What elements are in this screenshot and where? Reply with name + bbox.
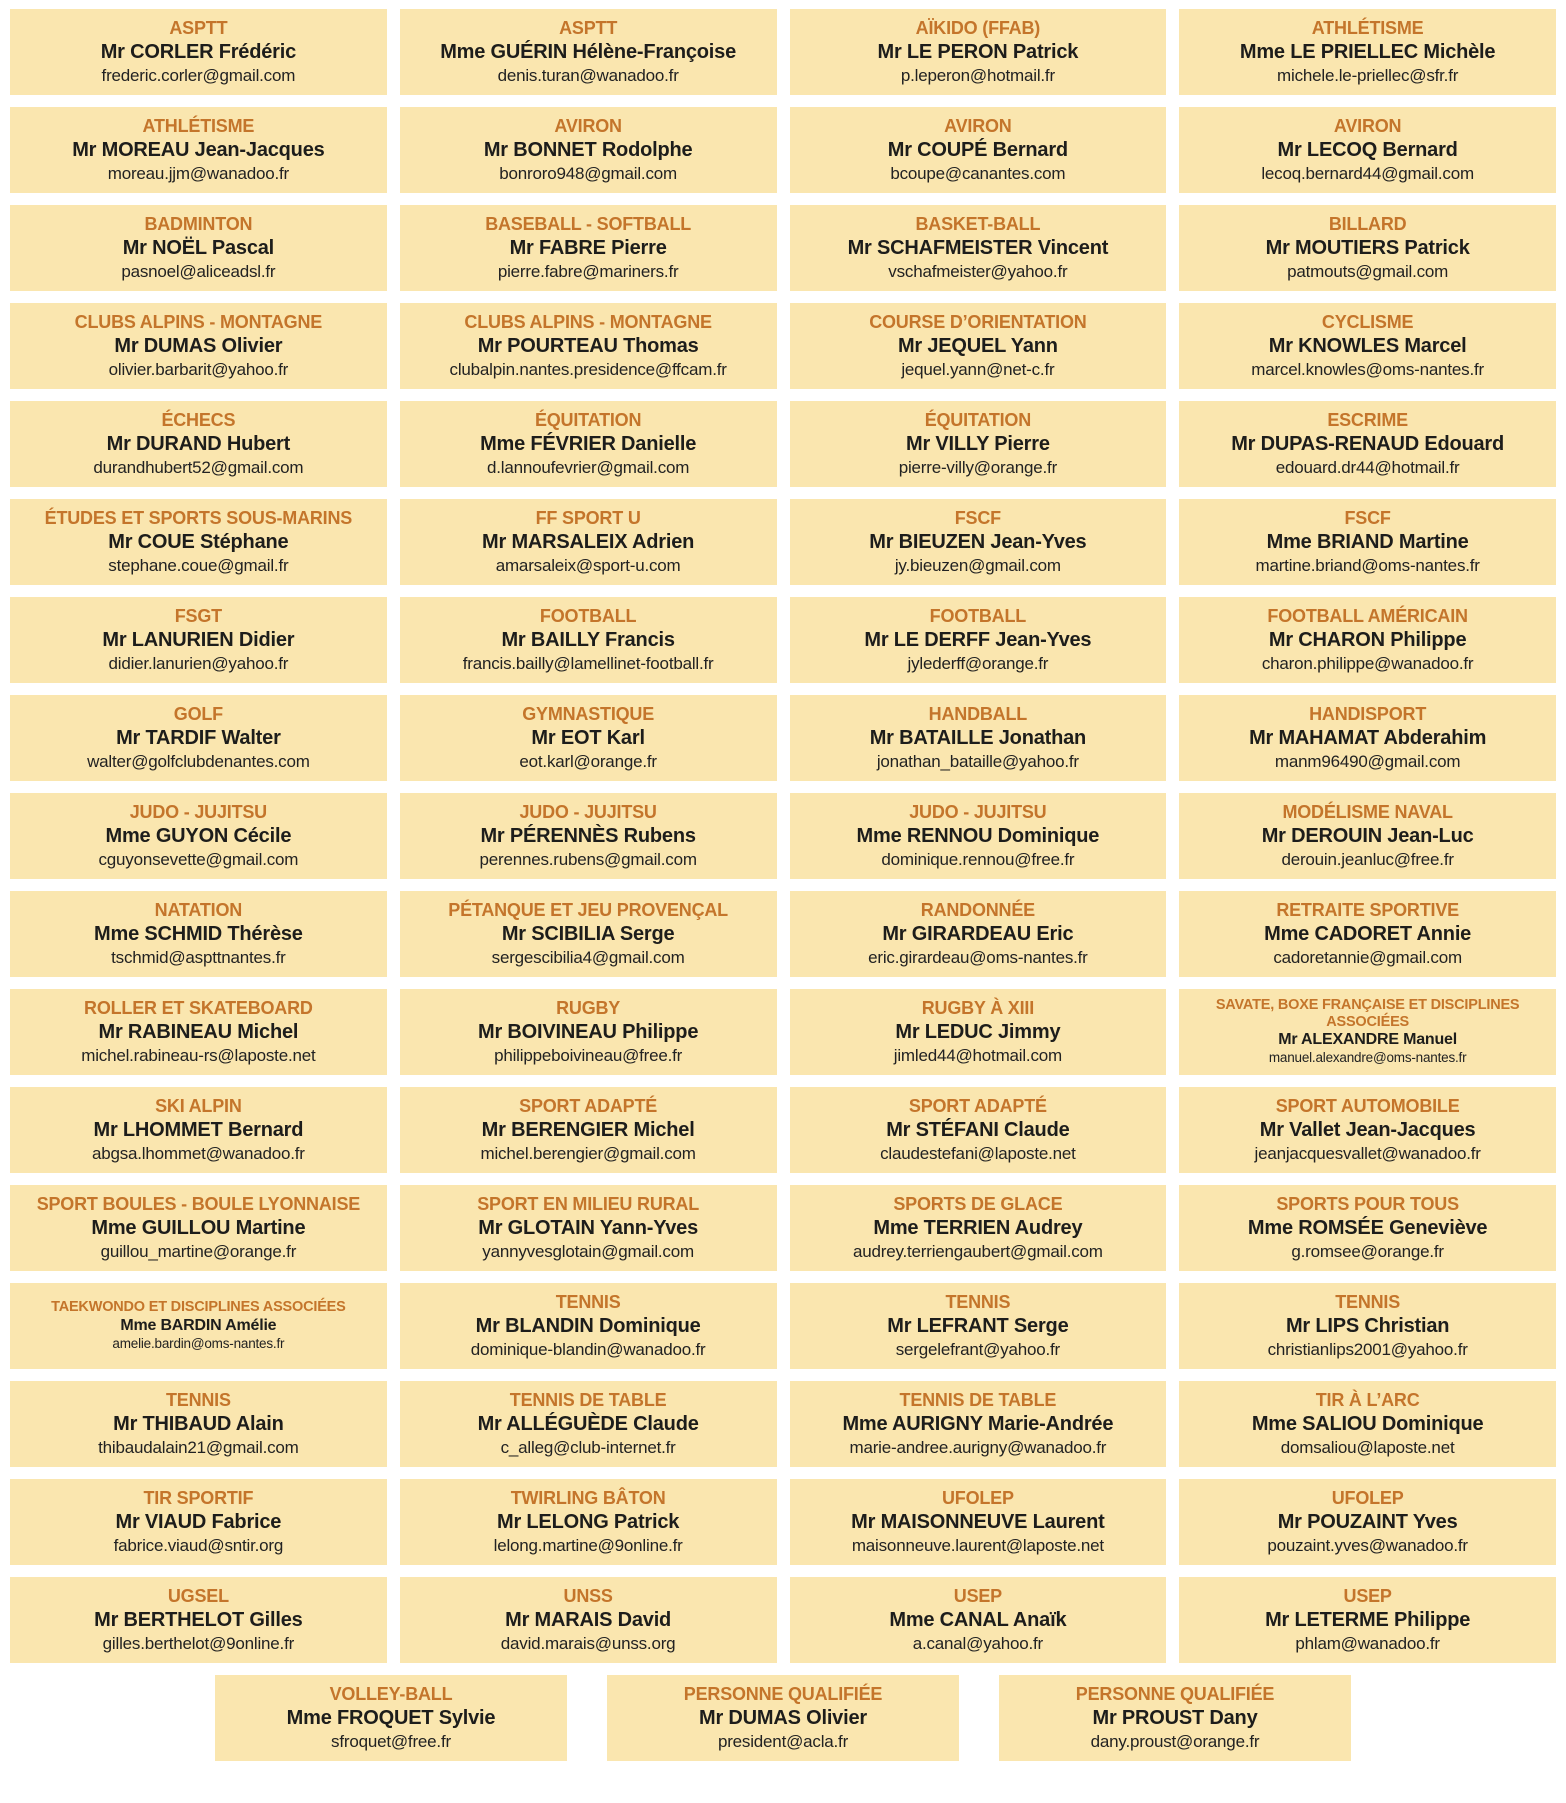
contact-name: Mr NOËL Pascal (122, 236, 275, 259)
contact-card (1179, 1381, 1556, 1467)
contact-card (1179, 205, 1556, 291)
contact-card (400, 1087, 777, 1173)
sport-title: RETRAITE SPORTIVE (1276, 900, 1459, 921)
contact-name: Mr DUMAS Olivier (114, 334, 283, 357)
contact-card (1179, 1283, 1556, 1369)
contact-card (1179, 9, 1556, 95)
contact-name: Mr EOT Karl (531, 726, 645, 749)
sport-title: RANDONNÉE (920, 900, 1035, 921)
contact-card (1179, 597, 1556, 683)
contact-email: christianlips2001@yahoo.fr (1267, 1339, 1468, 1359)
contact-name: Mr Vallet Jean-Jacques (1259, 1118, 1476, 1141)
contact-name: Mr JEQUEL Yann (897, 334, 1058, 357)
sport-title: SPORT EN MILIEU RURAL (477, 1194, 700, 1215)
contact-name: Mr LEDUC Jimmy (895, 1020, 1061, 1043)
contact-name: Mr KNOWLES Marcel (1268, 334, 1467, 357)
contact-name: Mr THIBAUD Alain (113, 1412, 284, 1435)
contact-name: Mr DUMAS Olivier (699, 1706, 867, 1729)
contact-email: amelie.bardin@oms-nantes.fr (112, 1335, 285, 1351)
contact-email: denis.turan@wanadoo.fr (497, 65, 679, 85)
contact-email: yannyvesglotain@gmail.com (482, 1241, 694, 1261)
sport-title: AVIRON (944, 116, 1012, 137)
contact-email: didier.lanurien@yahoo.fr (108, 653, 289, 673)
contact-email: edouard.dr44@hotmail.fr (1275, 457, 1460, 477)
contact-email: david.marais@unss.org (500, 1633, 676, 1653)
sport-title: TIR À L’ARC (1315, 1390, 1420, 1411)
contact-name: Mr LHOMMET Bernard (93, 1118, 304, 1141)
contact-name: Mr MARSALEIX Adrien (482, 530, 695, 553)
contact-name: Mr POURTEAU Thomas (477, 334, 699, 357)
contact-email: marie-andree.aurigny@wanadoo.fr (849, 1437, 1107, 1457)
contact-email: guillou_martine@orange.fr (100, 1241, 297, 1261)
contact-card (790, 1087, 1167, 1173)
contact-name: Mr SCIBILIA Serge (501, 922, 675, 945)
contact-email: lecoq.bernard44@gmail.com (1261, 163, 1474, 183)
sport-title: BILLARD (1328, 214, 1407, 235)
contact-card (400, 1577, 777, 1663)
contact-email: jequel.yann@net-c.fr (901, 359, 1055, 379)
sport-title: ÉCHECS (161, 410, 236, 431)
contact-card (790, 107, 1167, 193)
contact-card (1179, 1185, 1556, 1271)
sport-title: ÉQUITATION (924, 410, 1032, 431)
contact-email: eot.karl@orange.fr (519, 751, 657, 771)
contact-name: Mr COUPÉ Bernard (887, 138, 1068, 161)
contact-name: Mr CORLER Frédéric (100, 40, 297, 63)
contact-email: michel.rabineau-rs@laposte.net (81, 1045, 316, 1065)
contact-card (790, 1381, 1167, 1467)
contact-card (400, 1185, 777, 1271)
contact-card (1179, 107, 1556, 193)
sport-title: TIR SPORTIF (143, 1488, 254, 1509)
contact-name: Mr LANURIEN Didier (102, 628, 295, 651)
contact-card (1179, 401, 1556, 487)
contact-email: charon.philippe@wanadoo.fr (1261, 653, 1474, 673)
contact-name: Mr BERTHELOT Gilles (94, 1608, 303, 1631)
contact-card (790, 205, 1167, 291)
sport-title: FF SPORT U (535, 508, 641, 529)
contact-name: Mr LEFRANT Serge (887, 1314, 1069, 1337)
contact-email: dominique-blandin@wanadoo.fr (470, 1339, 706, 1359)
contact-card (607, 1675, 959, 1761)
sport-title: SPORT ADAPTÉ (519, 1096, 658, 1117)
contact-email: jy.bieuzen@gmail.com (894, 555, 1061, 575)
contact-email: francis.bailly@lamellinet-football.fr (462, 653, 714, 673)
contact-name: Mr BIEUZEN Jean-Yves (869, 530, 1087, 553)
contact-card (10, 1283, 387, 1369)
contact-card (1179, 891, 1556, 977)
contact-name: Mr CHARON Philippe (1268, 628, 1467, 651)
contact-name: Mme BARDIN Amélie (120, 1316, 277, 1334)
contact-name: Mr PROUST Dany (1092, 1706, 1258, 1729)
contact-email: sergescibilia4@gmail.com (491, 947, 685, 967)
contact-email: d.lannoufevrier@gmail.com (487, 457, 690, 477)
sport-title: TAEKWONDO ET DISCIPLINES ASSOCIÉES (51, 1299, 346, 1316)
contact-card (10, 793, 387, 879)
sport-title: USEP (1343, 1586, 1392, 1607)
contact-email: walter@golfclubdenantes.com (87, 751, 310, 771)
contact-name: Mr DURAND Hubert (106, 432, 291, 455)
contact-email: g.romsee@orange.fr (1291, 1241, 1444, 1261)
contact-name: Mme SALIOU Dominique (1251, 1412, 1484, 1435)
sport-title: ÉTUDES ET SPORTS SOUS-MARINS (44, 508, 353, 529)
sport-title: JUDO - JUJITSU (519, 802, 657, 823)
contact-card (1179, 1577, 1556, 1663)
sport-title: BADMINTON (144, 214, 253, 235)
contact-name: Mr BOIVINEAU Philippe (477, 1020, 699, 1043)
contact-email: vschafmeister@yahoo.fr (888, 261, 1068, 281)
contact-card (10, 499, 387, 585)
sport-title: FOOTBALL (929, 606, 1027, 627)
contact-email: sergelefrant@yahoo.fr (895, 1339, 1060, 1359)
contact-card (10, 695, 387, 781)
sport-title: ASPTT (169, 18, 228, 39)
contact-card (400, 1479, 777, 1565)
contact-name: Mr RABINEAU Michel (98, 1020, 299, 1043)
contact-card (790, 597, 1167, 683)
contact-email: perennes.rubens@gmail.com (479, 849, 697, 869)
contact-email: frederic.corler@gmail.com (101, 65, 296, 85)
contact-name: Mme CANAL Anaïk (889, 1608, 1067, 1631)
contact-card (790, 793, 1167, 879)
sport-title: TENNIS (555, 1292, 621, 1313)
sport-title: COURSE D’ORIENTATION (869, 312, 1087, 333)
contact-card (1179, 303, 1556, 389)
sport-title: ESCRIME (1327, 410, 1408, 431)
contact-email: michel.berengier@gmail.com (480, 1143, 696, 1163)
contact-name: Mr LETERME Philippe (1265, 1608, 1471, 1631)
sport-title: ÉQUITATION (534, 410, 642, 431)
contact-name: Mr ALEXANDRE Manuel (1278, 1031, 1457, 1049)
contact-email: amarsaleix@sport-u.com (495, 555, 681, 575)
contact-email: patmouts@gmail.com (1287, 261, 1449, 281)
contact-email: moreau.jjm@wanadoo.fr (107, 163, 289, 183)
contact-card (400, 695, 777, 781)
contact-name: Mr BERENGIER Michel (481, 1118, 695, 1141)
contact-name: Mr COUE Stéphane (108, 530, 289, 553)
contact-name: Mme TERRIEN Audrey (873, 1216, 1083, 1239)
contact-email: jonathan_bataille@yahoo.fr (876, 751, 1079, 771)
contact-card (10, 401, 387, 487)
sport-title: SPORTS DE GLACE (893, 1194, 1063, 1215)
contact-email: manuel.alexandre@oms-nantes.fr (1268, 1050, 1467, 1066)
contact-card (10, 597, 387, 683)
sport-title: JUDO - JUJITSU (909, 802, 1047, 823)
sport-title: SAVATE, BOXE FRANÇAISE ET DISCIPLINES ASSOCIÉES (1215, 996, 1520, 1030)
contact-card (1179, 499, 1556, 585)
sport-title: SPORT BOULES - BOULE LYONNAISE (36, 1194, 361, 1215)
sport-title: FOOTBALL (539, 606, 637, 627)
sport-title: TENNIS (1335, 1292, 1401, 1313)
contact-card (1179, 793, 1556, 879)
sport-title: FOOTBALL AMÉRICAIN (1267, 606, 1468, 627)
contact-card (400, 107, 777, 193)
contact-email: cguyonsevette@gmail.com (98, 849, 299, 869)
sport-title: CLUBS ALPINS - MONTAGNE (74, 312, 323, 333)
sport-title: FSGT (174, 606, 222, 627)
contact-email: gilles.berthelot@9online.fr (102, 1633, 295, 1653)
contact-email: clubalpin.nantes.presidence@ffcam.fr (449, 359, 727, 379)
sport-title: UFOLEP (1331, 1488, 1404, 1509)
contact-name: Mme ROMSÉE Geneviève (1247, 1216, 1488, 1239)
sport-title: BASKET-BALL (915, 214, 1041, 235)
contact-name: Mme LE PRIELLEC Michèle (1239, 40, 1496, 63)
sport-title: CLUBS ALPINS - MONTAGNE (464, 312, 712, 333)
sport-title: PERSONNE QUALIFIÉE (683, 1684, 883, 1705)
contact-email: dominique.rennou@free.fr (881, 849, 1075, 869)
sport-title: SPORTS POUR TOUS (1276, 1194, 1459, 1215)
contact-email: pierre.fabre@mariners.fr (497, 261, 679, 281)
sport-title: UNSS (563, 1586, 613, 1607)
contact-email: philippeboivineau@free.fr (494, 1045, 683, 1065)
contact-card (215, 1675, 567, 1761)
sport-title: TENNIS (945, 1292, 1011, 1313)
sport-title: JUDO - JUJITSU (129, 802, 267, 823)
contact-name: Mme RENNOU Dominique (856, 824, 1100, 847)
sport-title: RUGBY (556, 998, 621, 1019)
sport-title: BASEBALL - SOFTBALL (485, 214, 692, 235)
contact-email: jylederff@orange.fr (907, 653, 1049, 673)
contact-name: Mr MOREAU Jean-Jacques (72, 138, 325, 161)
contact-card (790, 499, 1167, 585)
directory-grid (10, 9, 1556, 1663)
contact-card (790, 1283, 1167, 1369)
sport-title: MODÉLISME NAVAL (1282, 802, 1453, 823)
contact-email: martine.briand@oms-nantes.fr (1255, 555, 1480, 575)
sport-title: AVIRON (1333, 116, 1402, 137)
contact-name: Mr LECOQ Bernard (1277, 138, 1458, 161)
contact-email: marcel.knowles@oms-nantes.fr (1251, 359, 1484, 379)
sport-title: CYCLISME (1321, 312, 1414, 333)
contact-card (400, 891, 777, 977)
contact-name: Mr MAISONNEUVE Laurent (851, 1510, 1105, 1533)
contact-name: Mr FABRE Pierre (509, 236, 667, 259)
contact-email: bonroro948@gmail.com (499, 163, 677, 183)
contact-email: tschmid@aspttnantes.fr (111, 947, 286, 967)
contact-email: pierre-villy@orange.fr (898, 457, 1058, 477)
sport-title: NATATION (154, 900, 243, 921)
contact-name: Mr BLANDIN Dominique (475, 1314, 701, 1337)
contact-card (400, 597, 777, 683)
contact-card (10, 1381, 387, 1467)
contact-email: eric.girardeau@oms-nantes.fr (868, 947, 1088, 967)
contact-card (1179, 1087, 1556, 1173)
contact-name: Mr BAILLY Francis (501, 628, 675, 651)
contact-name: Mme GUILLOU Martine (91, 1216, 306, 1239)
contact-card (400, 499, 777, 585)
contact-card (400, 9, 777, 95)
sport-title: GOLF (173, 704, 223, 725)
contact-card (790, 891, 1167, 977)
contact-card (10, 303, 387, 389)
contact-email: audrey.terriengaubert@gmail.com (852, 1241, 1103, 1261)
contact-email: fabrice.viaud@sntir.org (113, 1535, 284, 1555)
contact-email: cadoretannie@gmail.com (1273, 947, 1462, 967)
sport-title: ATHLÉTISME (1311, 18, 1424, 39)
contact-email: sfroquet@free.fr (331, 1731, 451, 1751)
contact-name: Mr ALLÉGUÈDE Claude (477, 1412, 699, 1435)
contact-name: Mr BATAILLE Jonathan (869, 726, 1087, 749)
contact-email: domsaliou@laposte.net (1280, 1437, 1455, 1457)
contact-card (10, 1185, 387, 1271)
contact-card (790, 695, 1167, 781)
sport-title: AÏKIDO (FFAB) (915, 18, 1041, 39)
contact-card (790, 303, 1167, 389)
contact-name: Mme FÉVRIER Danielle (480, 432, 697, 455)
sport-title: SKI ALPIN (155, 1096, 242, 1117)
contact-email: c_alleg@club-internet.fr (500, 1437, 676, 1457)
sport-title: HANDISPORT (1309, 704, 1427, 725)
contact-name: Mme GUYON Cécile (105, 824, 292, 847)
contact-card (790, 989, 1167, 1075)
contact-email: bcoupe@canantes.com (890, 163, 1066, 183)
sport-title: ASPTT (559, 18, 618, 39)
sport-title: FSCF (1344, 508, 1391, 529)
sport-title: UGSEL (167, 1586, 229, 1607)
contact-email: maisonneuve.laurent@laposte.net (851, 1535, 1104, 1555)
sport-title: RUGBY À XIII (921, 998, 1035, 1019)
contact-name: Mr MAHAMAT Abderahim (1249, 726, 1487, 749)
sport-title: TENNIS DE TABLE (509, 1390, 667, 1411)
contact-card (400, 989, 777, 1075)
contact-card (10, 205, 387, 291)
contact-name: Mr DEROUIN Jean-Luc (1261, 824, 1474, 847)
contact-card (790, 1479, 1167, 1565)
contact-card (400, 303, 777, 389)
contact-name: Mr SCHAFMEISTER Vincent (847, 236, 1109, 259)
sport-title: GYMNASTIQUE (522, 704, 655, 725)
contact-email: p.leperon@hotmail.fr (900, 65, 1055, 85)
contact-card (400, 401, 777, 487)
contact-name: Mr MOUTIERS Patrick (1265, 236, 1470, 259)
contact-name: Mme GUÉRIN Hélène-Françoise (440, 40, 737, 63)
sport-title: SPORT AUTOMOBILE (1275, 1096, 1460, 1117)
contact-name: Mr LIPS Christian (1285, 1314, 1450, 1337)
contact-email: pouzaint.yves@wanadoo.fr (1267, 1535, 1468, 1555)
contact-email: durandhubert52@gmail.com (93, 457, 304, 477)
contact-name: Mr VIAUD Fabrice (115, 1510, 282, 1533)
contact-card (10, 1087, 387, 1173)
sport-title: TENNIS DE TABLE (899, 1390, 1057, 1411)
contact-name: Mr TARDIF Walter (116, 726, 281, 749)
contact-name: Mr MARAIS David (505, 1608, 672, 1631)
contact-name: Mr PÉRENNÈS Rubens (480, 824, 696, 847)
contact-name: Mr STÉFANI Claude (886, 1118, 1070, 1141)
contact-email: phlam@wanadoo.fr (1295, 1633, 1440, 1653)
directory-bottom-row (10, 1675, 1556, 1761)
contact-name: Mr DUPAS-RENAUD Edouard (1231, 432, 1505, 455)
contact-email: manm96490@gmail.com (1274, 751, 1461, 771)
contact-email: dany.proust@orange.fr (1090, 1731, 1260, 1751)
contact-card (10, 989, 387, 1075)
contact-card (10, 107, 387, 193)
contact-name: Mme SCHMID Thérèse (94, 922, 303, 945)
contact-card (10, 891, 387, 977)
contact-name: Mme FROQUET Sylvie (286, 1706, 496, 1729)
sport-title: AVIRON (554, 116, 622, 137)
contact-name: Mr POUZAINT Yves (1277, 1510, 1458, 1533)
contact-email: jeanjacquesvallet@wanadoo.fr (1254, 1143, 1481, 1163)
contact-name: Mr BONNET Rodolphe (483, 138, 693, 161)
contact-email: president@acla.fr (717, 1731, 849, 1751)
contact-email: stephane.coue@gmail.fr (108, 555, 289, 575)
sport-title: ATHLÉTISME (142, 116, 255, 137)
contact-name: Mr GLOTAIN Yann-Yves (478, 1216, 698, 1239)
contact-card (10, 1479, 387, 1565)
contact-card (10, 1577, 387, 1663)
contact-card (790, 1185, 1167, 1271)
contact-email: thibaudalain21@gmail.com (98, 1437, 299, 1457)
contact-name: Mme BRIAND Martine (1266, 530, 1469, 553)
contact-card (10, 9, 387, 95)
contact-card (400, 793, 777, 879)
contact-email: michele.le-priellec@sfr.fr (1277, 65, 1459, 85)
contact-email: derouin.jeanluc@free.fr (1281, 849, 1454, 869)
contact-name: Mme AURIGNY Marie-Andrée (842, 1412, 1114, 1435)
contact-card (400, 1283, 777, 1369)
contact-name: Mr LE DERFF Jean-Yves (864, 628, 1092, 651)
sport-title: VOLLEY-BALL (329, 1684, 453, 1705)
contact-name: Mr LELONG Patrick (497, 1510, 680, 1533)
contact-email: lelong.martine@9online.fr (493, 1535, 683, 1555)
sport-title: PERSONNE QUALIFIÉE (1075, 1684, 1275, 1705)
sport-title: FSCF (954, 508, 1001, 529)
contact-email: pasnoel@aliceadsl.fr (121, 261, 276, 281)
contact-name: Mme CADORET Annie (1264, 922, 1472, 945)
contact-card (400, 205, 777, 291)
sport-title: UFOLEP (941, 1488, 1014, 1509)
contact-card (1179, 989, 1556, 1075)
sport-title: TWIRLING BÂTON (510, 1488, 666, 1509)
contact-email: abgsa.lhommet@wanadoo.fr (91, 1143, 305, 1163)
contact-card (1179, 695, 1556, 781)
sport-title: USEP (953, 1586, 1002, 1607)
contact-name: Mr VILLY Pierre (906, 432, 1050, 455)
contact-card (790, 9, 1167, 95)
contact-card (790, 1577, 1167, 1663)
contact-name: Mr GIRARDEAU Eric (882, 922, 1074, 945)
contact-email: claudestefani@laposte.net (880, 1143, 1076, 1163)
contact-email: jimled44@hotmail.com (893, 1045, 1062, 1065)
contact-card (999, 1675, 1351, 1761)
contact-email: a.canal@yahoo.fr (912, 1633, 1044, 1653)
sport-title: TENNIS (165, 1390, 231, 1411)
sport-title: HANDBALL (928, 704, 1028, 725)
sport-title: ROLLER ET SKATEBOARD (84, 998, 313, 1019)
sport-title: PÉTANQUE ET JEU PROVENÇAL (448, 900, 728, 921)
contact-card (400, 1381, 777, 1467)
contact-card (1179, 1479, 1556, 1565)
contact-email: olivier.barbarit@yahoo.fr (108, 359, 289, 379)
contact-name: Mr LE PERON Patrick (877, 40, 1079, 63)
sport-title: SPORT ADAPTÉ (908, 1096, 1047, 1117)
contact-card (790, 401, 1167, 487)
